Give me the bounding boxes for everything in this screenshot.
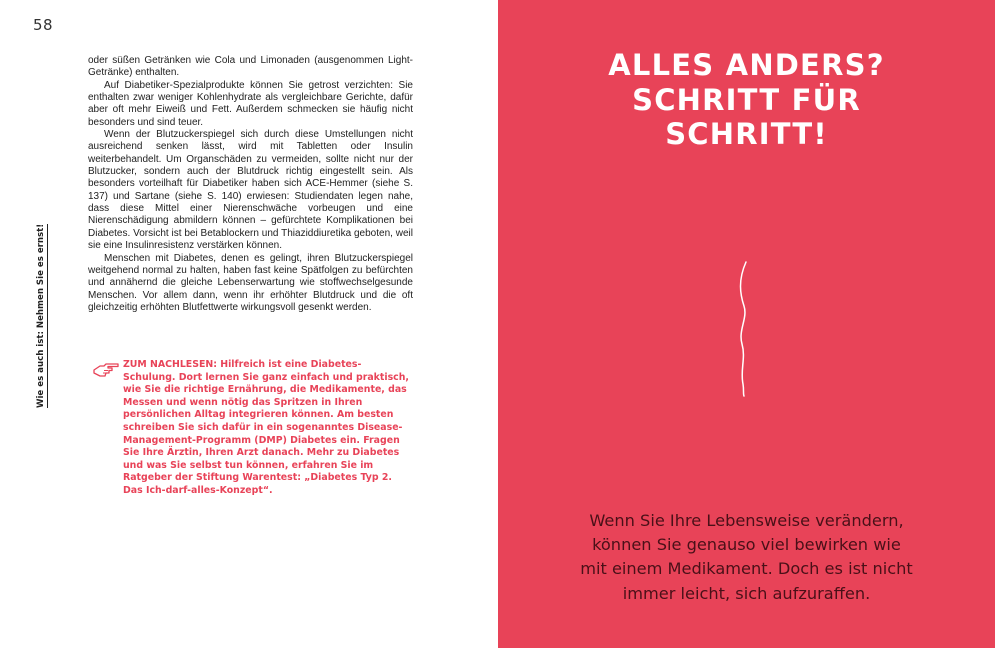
headline (498, 48, 995, 152)
body-paragraph: oder süßen Getränken wie Cola und Limonaden (ausgenommen Light-Getränke) enthalten. (88, 55, 413, 79)
caption-line: Wenn Sie Ihre Lebensweise verändern, (589, 511, 904, 530)
page-number: 58 (33, 16, 54, 34)
caption-line: immer leicht, sich aufzuraffen. (622, 583, 871, 603)
right-page (498, 0, 995, 648)
body-text (88, 55, 413, 314)
body-paragraph: Menschen mit Diabetes, denen es gelingt, ihren Blutzuckerspiegel weitgehend normal zu halten, haben fast keine Spätfolgen zu befürchten und annähernd die gleiche Lebenserwartung wie stoffwechselgesunde Menschen. Vor allem dann, wenn ihr erhöhter Blutdruck und die oft gleichzeitig erhöhten Blutfettwerte wirkungsvoll gesenkt werden. (88, 252, 413, 313)
body-paragraph: Wenn der Blutzuckerspiegel sich durch diese Umstellungen nicht ausreichend senken lässt, wird mit Tabletten oder Insulin weiterbehandelt. Um Organschäden zu vermeiden, sollte nicht nur der Blutzucker, sondern auch der Blutdruck richtig eingestellt sein. Als besonders vorteilhaft für Diabetiker haben sich ACE-Hemmer (siehe S. 137) und Sartane (siehe S. 140) erwiesen: Studiendaten legen nahe, dass diese Mittel einer Nierenschwäche vorbeugen und eine Nierenschädigung abmildern können – gefürchtete Komplikationen bei Diabetes. Vorsicht ist bei Betablockern und Thiaziddiuretika geboten, weil sie eine Insulinresistenz verstärken können. (88, 129, 413, 252)
caption (498, 509, 995, 606)
reading-note (88, 359, 413, 498)
note-text (123, 359, 413, 498)
body-paragraph: Auf Diabetiker-Spezialprodukte können Sie getrost verzichten: Sie enthalten zwar weniger Kohlenhydrate als vergleichbare Gerichte, dafür aber oft mehr Eiweiß und Fett. Außerdem schmecken sie häufig nicht besonders und sind teuer. (88, 79, 413, 128)
squiggle-line-icon (734, 260, 754, 398)
headline-line: SCHRITT! (665, 117, 828, 151)
pointing-hand-icon (92, 361, 120, 379)
headline-line: ALLES ANDERS? (608, 48, 885, 82)
note-lead: ZUM NACHLESEN: (123, 359, 217, 370)
caption-line: mit einem Medikament. Doch es ist nicht (580, 559, 913, 579)
headline-line: SCHRITT FÜR (632, 82, 861, 117)
caption-line: können Sie genauso viel bewirken wie (592, 535, 901, 555)
note-body: Hilfreich ist eine Diabetes-Schulung. Dort lernen Sie ganz einfach und praktisch, wie Sie die richtige Ernährung, die Medikamente, das Messen und wenn nötig das Spritzen in Ihren persönlichen Alltag integrieren können. Am besten schreiben Sie sich dafür in ein sogenanntes Disease-Management-Programm (DMP) Diabetes ein. Fragen Sie Ihre Ärztin, Ihren Arzt danach. Mehr zu Diabetes und was Sie selbst tun können, erfahren Sie im Ratgeber der Stiftung Warentest: „Diabetes Typ 2. Das Ich-darf-alles-Konzept“. (123, 359, 409, 496)
section-side-label: Wie es auch ist: Nehmen Sie es ernst! (36, 223, 46, 408)
